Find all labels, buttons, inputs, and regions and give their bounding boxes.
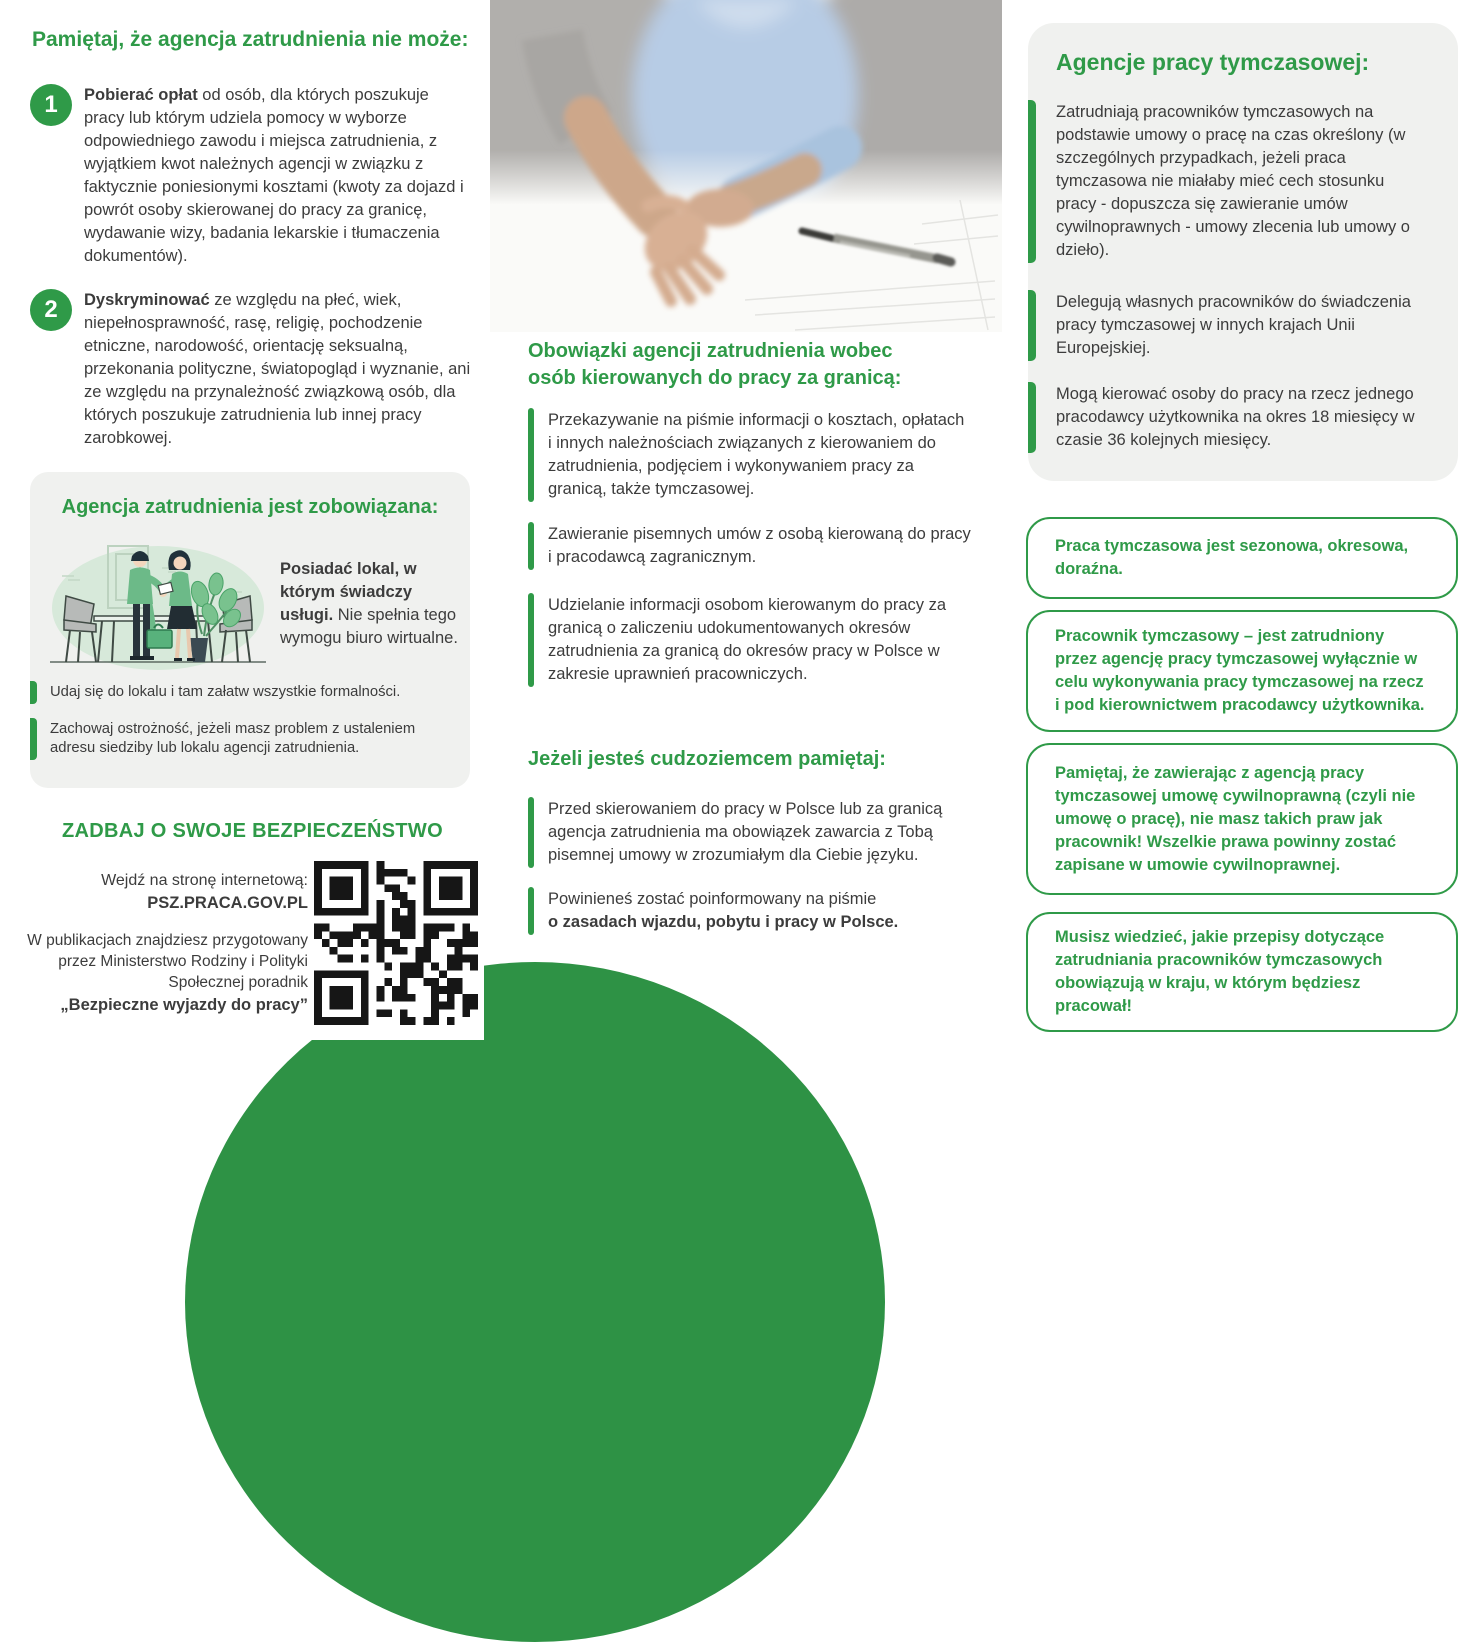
callout-text: Pamiętaj, że zawierając z agencją pracy tymczasowej umowę cywilnoprawną (czyli nie umowę o pracę), nie masz takich praw jak pracownik! Wszelkie prawa powinny zostać zapisane w umowie cywilnoprawnej. <box>1055 763 1416 874</box>
accent-bar <box>1028 290 1036 361</box>
temp-agency-text-1: Zatrudniają pracowników tymczasowych na podstawie umowy o pracę na czas określony (w szczególnych przypadkach, jeżeli praca tymczasowa nie miałaby mieć cech stosunku pracy - dopuszcza się zawieranie umów cywilnoprawnych - umowy zlecenia lub umowy o dzieło). <box>1056 103 1410 259</box>
duty-text-1: Przekazywanie na piśmie informacji o kosztach, opłatach i innych należnościach związanych z kierowaniem do zatrudnienia, podjęciem i wykonywaniem pracy za granicą, także tymczasowej. <box>548 411 965 498</box>
prohibition-item-2 <box>30 289 472 450</box>
location-highlight <box>280 558 462 650</box>
duties-title: Obowiązki agencji zatrudnienia wobec osób kierowanych do pracy za granicą: <box>528 340 902 389</box>
prohibition-rest-2: ze względu na płeć, wiek, niepełnosprawność, rasę, religię, pochodzenie etniczne, narodowość, orientację seksualną, przekonania polityczne, światopogląd i wyznanie, ani ze względu na przynależność związkową osób, dla których poszukuje zatrudnienia lub innej pracy zarobkowej. <box>84 291 471 447</box>
safety-title: ZADBAJ O SWOJE BEZPIECZEŃSTWO <box>62 820 443 842</box>
foreigner-item-1 <box>528 797 972 868</box>
prohibitions-title: Pamiętaj, że agencja zatrudnienia nie może: <box>32 28 469 51</box>
foreigner-title: Jeżeli jesteś cudzoziemcem pamiętaj: <box>528 748 886 770</box>
foreigner-text-2: Powinieneś zostać poinformowany na piśmie o zasadach wjazdu, pobytu i pracy w Polsce. <box>548 890 899 931</box>
temp-agency-item-3 <box>1028 382 1428 453</box>
obligation-panel <box>30 472 470 788</box>
callout-text: Pracownik tymczasowy – jest zatrudniony przez agencję pracy tymczasowej wyłącznie w celu wykonywania pracy tymczasowej na rzecz i pod kierownictwem pracodawcy użytkownika. <box>1055 627 1425 714</box>
green-dome-decoration <box>185 962 885 1642</box>
callout-know-rules <box>1026 912 1458 1032</box>
prohibition-text-1 <box>84 84 472 268</box>
callout-text: Praca tymczasowa jest sezonowa, okresowa, doraźna. <box>1055 537 1409 578</box>
duty-text-3: Udzielanie informacji osobom kierowanym do pracy za granicą o zaliczeniu udokumentowanych okresów zatrudnienia za granicą do okresów pracy w Polsce w zakresie uprawnień pracowniczych. <box>548 596 947 683</box>
number-badge-1: 1 <box>30 84 72 126</box>
prohibition-text-2 <box>84 289 472 450</box>
tip-text-2: Zachowaj ostrożność, jeżeli masz problem z ustaleniem adresu siedziby lub lokalu agencji zatrudnienia. <box>50 721 416 756</box>
foreigner-item-2 <box>528 887 972 935</box>
publication-title: „Bezpieczne wyjazdy do pracy” <box>60 996 308 1014</box>
accent-bar <box>1028 382 1036 453</box>
temp-agency-text-3: Mogą kierować osoby do pracy na rzecz jednego pracodawcy użytkownika na okres 18 miesięcy w czasie 36 kolejnych miesięcy. <box>1056 385 1415 449</box>
obligation-panel-title: Agencja zatrudnienia jest zobowiązana: <box>61 496 439 518</box>
callout-text: Musisz wiedzieć, jakie przepisy dotyczące zatrudniania pracowników tymczasowych obowiązują w kraju, w którym będziesz pracował! <box>1055 928 1385 1015</box>
foreigner-text-1: Przed skierowaniem do pracy w Polsce lub za granicą agencja zatrudnienia ma obowiązek zawarcia z Tobą pisemnej umowy w zrozumiałym dla Ciebie języku. <box>548 800 943 864</box>
temp-agency-panel <box>1028 23 1458 481</box>
temp-agency-text-2: Delegują własnych pracowników do świadczenia pracy tymczasowej w innych krajach Unii Europejskiej. <box>1056 293 1411 357</box>
callout-civil-contract <box>1026 743 1458 895</box>
duty-item-2 <box>528 522 972 570</box>
qr-code-image <box>314 861 478 1025</box>
location-highlight-rest: Nie spełnia tego wymogu biuro wirtualne. <box>280 606 458 647</box>
handshake-offer-photo <box>490 0 1002 332</box>
accent-bar <box>1028 100 1036 263</box>
temp-agency-item-1 <box>1028 100 1428 263</box>
duty-text-2: Zawieranie pisemnych umów z osobą kierowaną do pracy i pracodawcą zagranicznym. <box>548 525 971 566</box>
publication-block <box>10 930 308 1016</box>
tip-accent-bar <box>30 681 37 704</box>
prohibition-lead-1: Pobierać opłat <box>84 86 198 104</box>
duty-item-3 <box>528 593 972 687</box>
prohibition-rest-1: od osób, dla których poszukuje pracy lub którym udziela pomocy w wyborze odpowiedniego zawodu i miejsca zatrudnienia, z wyjątkiem kwot należnych agencji w związku z faktycznie poniesionymi kosztami (kwoty za dojazd i powrót osoby skierowanej do pracy za granicę, wydawanie wizy, badania lekarskie i tłumaczenia dokumentów). <box>84 86 464 265</box>
tip-text-1: Udaj się do lokalu i tam załatw wszystkie formalności. <box>50 684 401 700</box>
prohibition-lead-2: Dyskryminować <box>84 291 210 309</box>
prohibition-item-1 <box>30 84 472 268</box>
publication-text: W publikacjach znajdziesz przygotowany przez Ministerstwo Rodziny i Polityki Społecznej poradnik <box>27 932 308 991</box>
location-highlight-lead: Posiadać lokal, w którym świadczy usługi. <box>280 560 417 624</box>
temp-agency-title: Agencje pracy tymczasowej: <box>1056 49 1370 75</box>
qr-code <box>308 846 484 1040</box>
callout-seasonal-work <box>1026 517 1458 599</box>
website-intro: Wejdź na stronę internetową: <box>101 872 308 889</box>
temp-agency-item-2 <box>1028 290 1428 361</box>
tip-accent-bar <box>30 718 37 760</box>
tip-item-2 <box>30 718 458 760</box>
website-url: PSZ.PRACA.GOV.PL <box>147 894 308 912</box>
callout-temp-worker <box>1026 610 1458 732</box>
handshake-meeting-illustration <box>44 532 272 674</box>
tip-item-1 <box>30 681 458 704</box>
website-block <box>18 870 308 914</box>
duty-item-1 <box>528 408 972 502</box>
number-badge-2: 2 <box>30 289 72 331</box>
